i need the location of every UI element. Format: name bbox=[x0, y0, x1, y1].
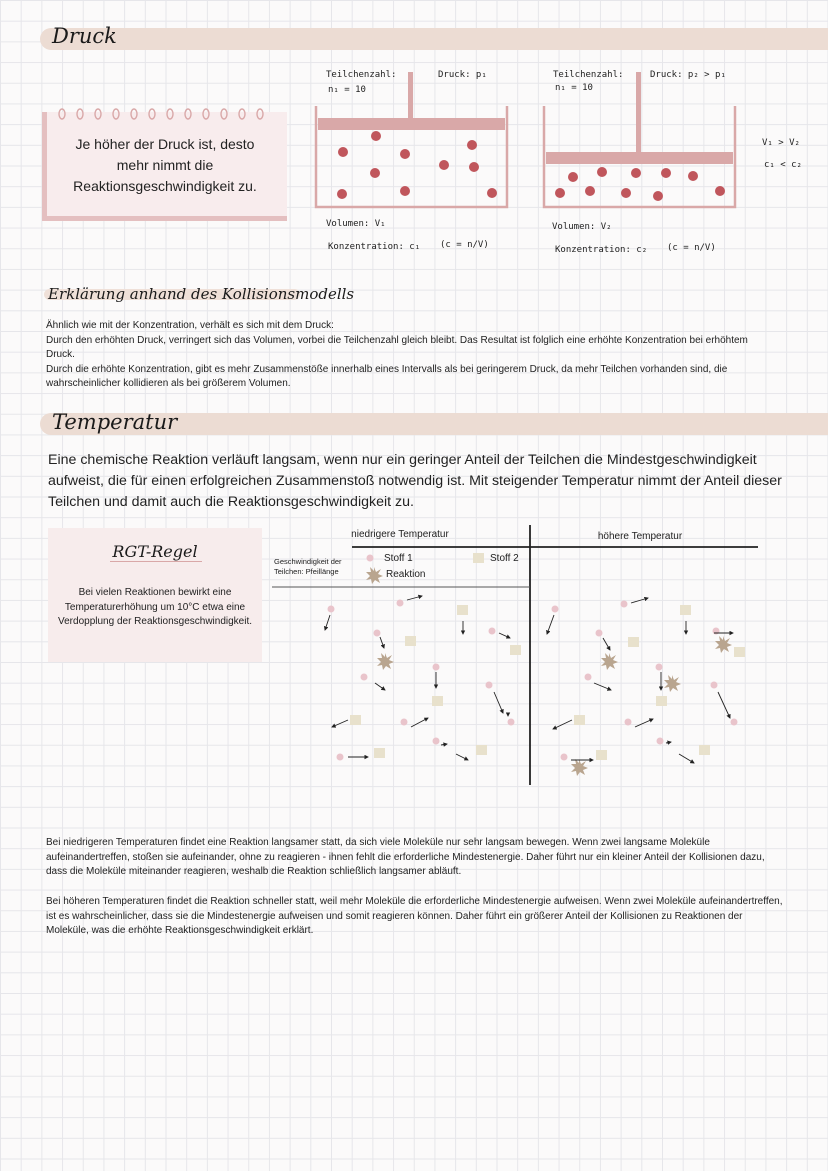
left-formula-label: (c = n/V) bbox=[440, 240, 489, 250]
rgt-title: RGT-Regel bbox=[112, 542, 198, 561]
right-teilchenzahl-label: Teilchenzahl: bbox=[553, 70, 624, 80]
section-title-druck: Druck bbox=[52, 24, 117, 48]
legend-speed-label: Geschwindigkeit der Teilchen: Pfeillänge bbox=[274, 557, 342, 576]
erklaerung-line-3: Durch die erhöhte Konzentration, gibt es mehr Zusammenstöße innerhalb eines Intervalls als bei geringerem Druck, da mehr Teilchen vorhanden sind, die wahrscheinlicher kollidieren als bei größerem Volumen. bbox=[46, 363, 728, 389]
legend-stoff2-label: Stoff 2 bbox=[490, 553, 519, 564]
druck-note-card bbox=[42, 112, 287, 221]
right-formula-label: (c = n/V) bbox=[667, 243, 716, 253]
rgt-underline bbox=[110, 561, 202, 562]
legend-reaktion-icon bbox=[366, 567, 383, 584]
right-container-diagram bbox=[542, 70, 742, 230]
erklaerung-line-2: Durch den erhöhten Druck, verringert sich das Volumen, vorbei die Teilchenzahl gleich bleibt. Das Resultat ist folglich eine erhöhte Konzentration bei erhöhtem Druck. bbox=[46, 334, 748, 360]
para-low-temperature: Bei niedrigeren Temperaturen findet eine Reaktion langsamer statt, da sich viele Moleküle nur sehr langsam bewegen. Wenn zwei langsame Moleküle aufeinandertreffen, stoßen sie aufeinander, ohne zu reagieren - ihnen fehlt die erforderliche Mindestenergie. Daher führt nur ein kleiner Anteil der Kollisionen dazu, dass die Moleküle miteinander reagieren, weshalb die Reaktion schließlich langsamer abläuft. bbox=[46, 837, 765, 877]
left-konzentration-label: Konzentration: c₁ bbox=[328, 242, 421, 252]
left-teilchenzahl-label: Teilchenzahl: bbox=[326, 70, 397, 80]
right-n-label: n₁ = 10 bbox=[555, 83, 593, 93]
legend-stoff2-icon bbox=[473, 553, 484, 563]
erklaerung-title: Erklärung anhand des Kollisionsmodells bbox=[48, 285, 355, 303]
spiral-rings-icon bbox=[58, 104, 278, 124]
temperatur-intro: Eine chemische Reaktion verläuft langsam, wenn nur ein geringer Anteil der Teilchen die Mindestgeschwindigkeit aufweist, die für einen erfolgreichen Zusammenstoß notwendig ist. Mit steigender Temperatur nimmt der Anteil dieser Teilchen und damit auch die Reaktionsgeschwindigkeit zu. bbox=[48, 452, 782, 510]
erklaerung-line-1: Ähnlich wie mit der Konzentration, verhält es sich mit dem Druck: bbox=[46, 320, 334, 331]
col-header-high: höhere Temperatur bbox=[597, 531, 683, 542]
right-volumen-label: Volumen: V₂ bbox=[552, 222, 612, 232]
rgt-text: Bei vielen Reaktionen bewirkt eine Temperaturerhöhung um 10°C etwa eine Verdopplung der Reaktionsgeschwindigkeit. bbox=[58, 587, 253, 627]
temperature-particle-diagram bbox=[268, 520, 828, 790]
para-high-temperature: Bei höheren Temperaturen findet die Reaktion schneller statt, weil mehr Moleküle die erforderliche Mindestenergie aufweisen. Wenn zwei Moleküle aufeinandertreffen, ist es wahrscheinlicher, dass sie die Mindestenergie aufweisen und somit reagieren können. Daher führt ein größerer Anteil der Kollisionen zu Reaktionen der Moleküle, was die erhöhte Reaktionsgeschwindigkeit erklärt. bbox=[46, 896, 783, 936]
left-n-label: n₁ = 10 bbox=[328, 85, 366, 95]
section-title-temperatur: Temperatur bbox=[52, 410, 178, 434]
right-druck-label: Druck: p₂ > p₁ bbox=[650, 70, 726, 80]
col-header-low: niedrigere Temperatur bbox=[351, 529, 449, 540]
right-konzentration-label: Konzentration: c₂ bbox=[555, 245, 648, 255]
legend-stoff1-label: Stoff 1 bbox=[384, 553, 413, 564]
left-druck-label: Druck: p₁ bbox=[438, 70, 487, 80]
rgt-card bbox=[48, 528, 262, 662]
erklaerung-text bbox=[46, 319, 776, 392]
druck-note-text: Je höher der Druck ist, desto mehr nimmt die Reaktionsgeschwindigkeit zu. bbox=[73, 136, 257, 194]
compare-concentration-label: c₁ < c₂ bbox=[764, 160, 802, 170]
section-band-druck bbox=[40, 28, 828, 50]
legend-stoff1-icon bbox=[367, 555, 374, 562]
legend-reaktion-label: Reaktion bbox=[386, 569, 426, 580]
left-container-diagram bbox=[314, 70, 514, 230]
compare-volume-label: V₁ > V₂ bbox=[762, 138, 800, 148]
left-volumen-label: Volumen: V₁ bbox=[326, 219, 386, 229]
